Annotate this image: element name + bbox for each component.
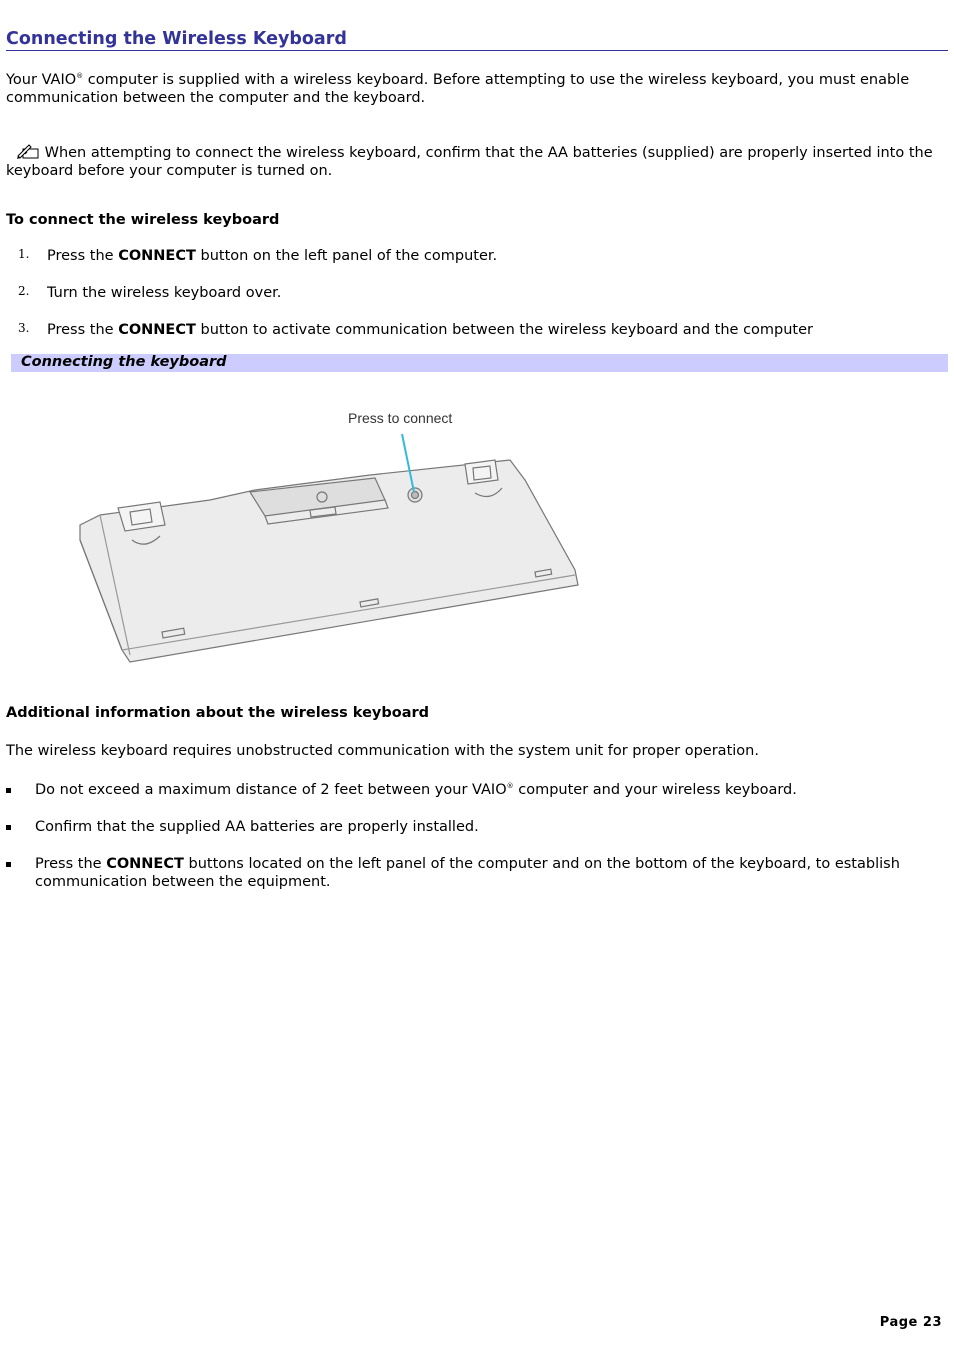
- connect-label: CONNECT: [106, 856, 184, 872]
- bullet-text: [35, 856, 935, 891]
- note-text: When attempting to connect the wireless keyboard, confirm that the AA batteries (supplied) are properly inserted into the keyboard before your computer is turned on.: [6, 145, 933, 179]
- additional-intro: The wireless keyboard requires unobstructed communication with the system unit for proper operation.: [6, 743, 759, 759]
- step-text-pre: Press the: [47, 322, 119, 338]
- bullet-icon: [6, 862, 11, 867]
- bullet-text-pre: Confirm that the supplied AA batteries are properly installed.: [35, 819, 479, 835]
- bullet-text: [35, 782, 935, 800]
- figure-caption-bar: [11, 354, 948, 372]
- procedure-heading: To connect the wireless keyboard: [6, 212, 280, 228]
- bullet-text-pre: Press the: [35, 856, 107, 872]
- figure-caption: Connecting the keyboard: [21, 354, 227, 370]
- step-text-pre: Press the: [47, 248, 119, 264]
- registered-mark: ®: [506, 782, 514, 791]
- connect-label: CONNECT: [118, 248, 196, 264]
- intro-text-start: Your VAIO: [6, 72, 77, 88]
- keyboard-illustration: [70, 400, 590, 670]
- step-text-pre: Turn the wireless keyboard over.: [47, 285, 282, 301]
- step-text: [47, 285, 281, 303]
- additional-info-heading: Additional information about the wireless keyboard: [6, 705, 430, 721]
- step-text-post: button on the left panel of the computer.: [195, 248, 498, 264]
- bullet-text-post: computer and your wireless keyboard.: [513, 782, 797, 798]
- connect-label: CONNECT: [118, 322, 196, 338]
- bullet-text: [35, 819, 935, 837]
- intro-text-end: computer is supplied with a wireless keyboard. Before attempting to use the wireless keyboard, you must enable communication between the computer and the keyboard.: [6, 72, 910, 106]
- page-number: Page 23: [879, 1315, 942, 1330]
- step-number: 1.: [18, 247, 30, 261]
- step-number: 3.: [18, 321, 30, 335]
- step-text: [47, 248, 497, 266]
- bullet-text-pre: Do not exceed a maximum distance of 2 feet between your VAIO: [35, 782, 507, 798]
- bullet-icon: [6, 825, 11, 830]
- bullet-text-post: buttons located on the left panel of the computer and on the bottom of the keyboard, to establish communication between the equipment.: [35, 856, 900, 890]
- keyboard-bottom-drawing: [70, 400, 590, 670]
- bullet-icon: [6, 788, 11, 793]
- note-pencil-icon: [16, 143, 40, 159]
- registered-mark: ®: [76, 72, 84, 81]
- page-title: Connecting the Wireless Keyboard: [6, 29, 948, 51]
- step-text: [47, 322, 813, 340]
- intro-paragraph: [6, 72, 948, 107]
- step-number: 2.: [18, 284, 30, 298]
- step-text-post: button to activate communication between the wireless keyboard and the computer: [195, 322, 814, 338]
- callout-label: Press to connect: [348, 410, 453, 426]
- note-paragraph: [6, 143, 948, 180]
